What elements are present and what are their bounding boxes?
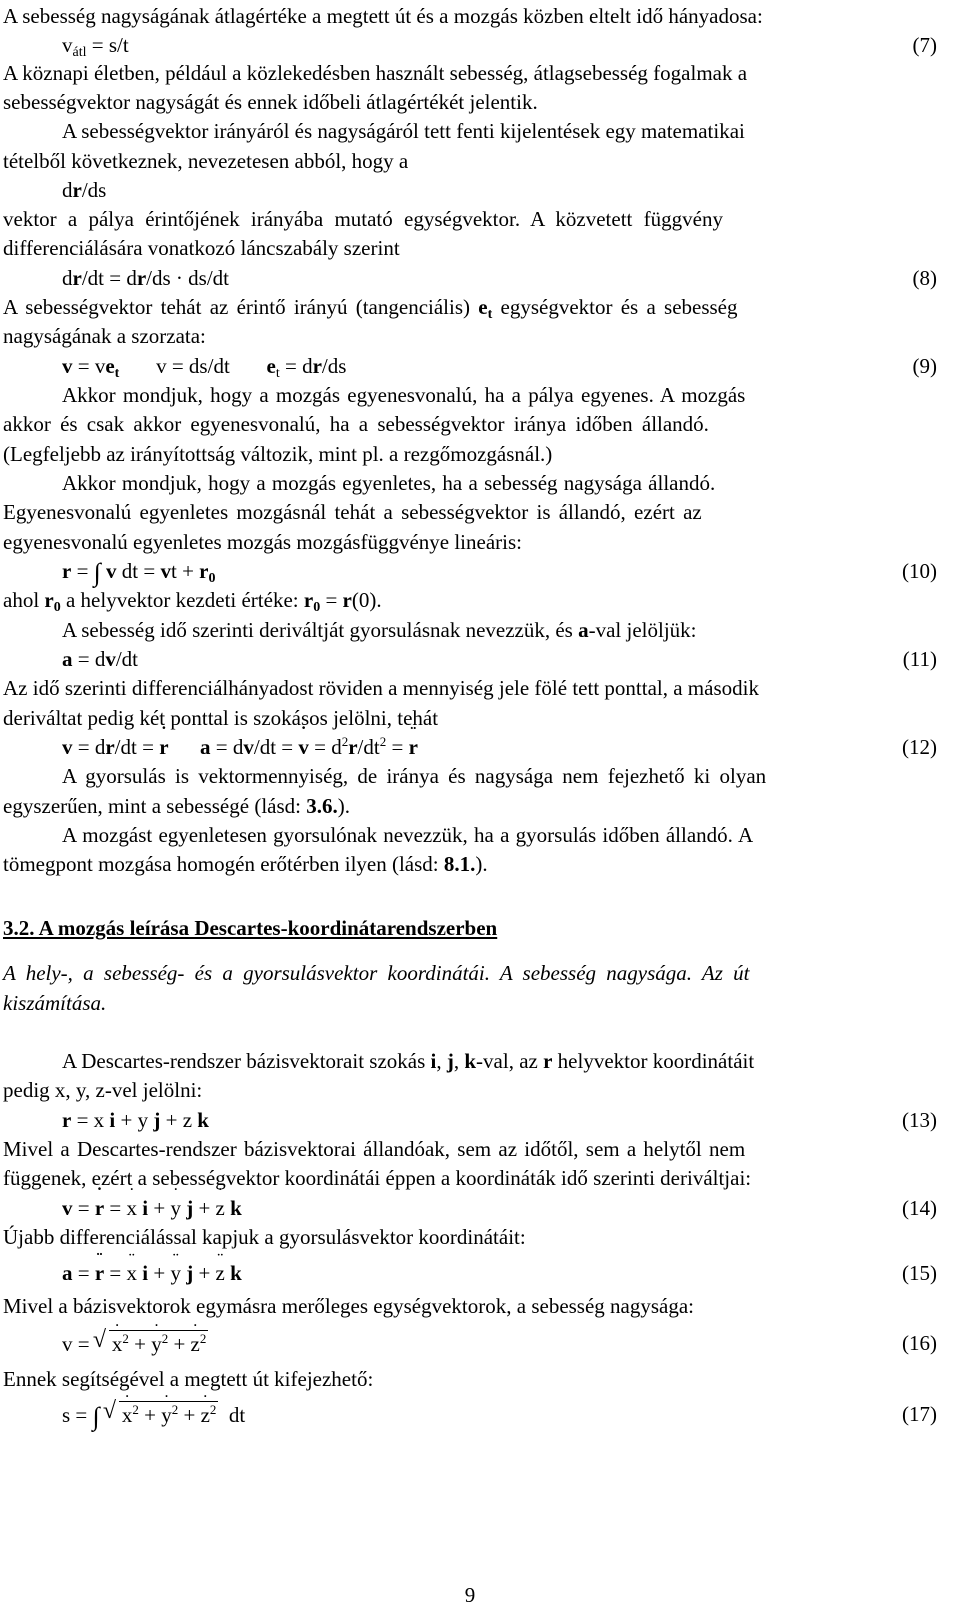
- paragraph-line: ahol $r_0$ a helyvektor kezdeti értéke: $r_0 = r(0)$.: [3, 588, 382, 615]
- paragraph-line: (Legfeljebb az irányítottság változik, mint pl. a rezgőmozgásnál.): [3, 442, 553, 466]
- equation-17: s = ∫ √ x ˙$^2$ + y ˙$^2$ + z ˙$^2$ dt: [62, 1401, 245, 1427]
- paragraph-line: A sebességvektor tehát az érintő irányú (tangenciális) $e_t$ egységvektor és a sebesség: [3, 295, 738, 322]
- equation-number: (8): [912, 266, 937, 290]
- equation-number: (16): [902, 1331, 937, 1355]
- paragraph-line: sebességvektor nagyságát és ennek időbeli átlagértékét jelentik.: [3, 90, 538, 114]
- paragraph-line: Az idő szerinti differenciálhányadost röviden a mennyiség jele fölé tett ponttal, a második: [3, 676, 759, 700]
- equation-number: (12): [902, 735, 937, 759]
- paragraph-line: A sebesség nagyságának átlagértéke a megtett út és a mozgás közben eltelt idő hányadosa:: [3, 4, 763, 28]
- paragraph-line: Akkor mondjuk, hogy a mozgás egyenesvonalú, ha a pálya egyenes. A mozgás: [62, 383, 746, 407]
- paragraph-line: A Descartes-rendszer bázisvektorait szokás i, j, k-val, az r helyvektor koordinátáit: [62, 1049, 755, 1073]
- paragraph-line: Újabb differenciálással kapjuk a gyorsulásvektor koordinátáit:: [3, 1225, 526, 1249]
- equation-7: $v_{átl} = s/t$: [62, 33, 129, 60]
- equation-number: (13): [902, 1108, 937, 1132]
- paragraph-line: A köznapi életben, például a közlekedésben használt sebesség, átlagsebesség fogalmak a: [3, 61, 748, 85]
- equation-number: (10): [902, 559, 937, 583]
- paragraph-line: nagyságának a szorzata:: [3, 324, 206, 348]
- paragraph-line: differenciálására vonatkozó láncszabály szerint: [3, 236, 400, 260]
- paragraph-line: egyenesvonalú egyenletes mozgás mozgásfüggvénye lineáris:: [3, 530, 522, 554]
- paragraph-line: tömegpont mozgása homogén erőtérben ilyen (lásd: 8.1.).: [3, 852, 488, 876]
- paragraph-line: Mivel a bázisvektorok egymásra merőleges egységvektorok, a sebesség nagysága:: [3, 1294, 695, 1318]
- equation-number: (7): [912, 33, 937, 57]
- paragraph-line: Mivel a Descartes-rendszer bázisvektorai állandóak, sem az időtől, sem a helytől nem: [3, 1137, 746, 1161]
- paragraph-line: tételből következnek, nevezetesen abból, hogy a: [3, 149, 409, 173]
- equation-13: r = x i + y j + z k: [62, 1108, 209, 1132]
- equation-9: $v = ve_t$ v = ds/dt $e_t = dr/ds$: [62, 354, 347, 381]
- paragraph-line: pedig x, y, z-vel jelölni:: [3, 1078, 203, 1102]
- paragraph-line: Akkor mondjuk, hogy a mozgás egyenletes, ha a sebesség nagysága állandó.: [62, 471, 716, 495]
- equation-11: a = dv/dt: [62, 647, 139, 671]
- equation-number: (14): [902, 1196, 937, 1220]
- equation-number: (9): [912, 354, 937, 378]
- paragraph-line: Egyenesvonalú egyenletes mozgásnál tehát a sebességvektor is állandó, ezért az: [3, 500, 702, 524]
- equation-number: (15): [902, 1261, 937, 1285]
- paragraph-line: A sebességvektor irányáról és nagyságáról tett fenti kijelentések egy matematikai: [62, 119, 745, 143]
- paragraph-line: deriváltat pedig két ponttal is szokásos jelölni, tehát: [3, 706, 439, 730]
- equation-number: (17): [902, 1402, 937, 1426]
- paragraph-line: Ennek segítségével a megtett út kifejezhető:: [3, 1367, 374, 1391]
- paragraph-line: függenek, ezért a sebességvektor koordinátái éppen a koordináták idő szerinti deriváltjai:: [3, 1166, 752, 1190]
- equation-10: r = ∫ v dt = vt + $r_0$: [62, 558, 216, 587]
- section-heading: 3.2. A mozgás leírása Descartes-koordinátarendszerben: [3, 916, 498, 940]
- paragraph-line: vektor a pálya érintőjének irányába mutató egységvektor. A közvetett függvény: [3, 207, 723, 231]
- equation-16: v = √ x ˙$^2$ + y ˙$^2$ + z ˙$^2$: [62, 1330, 208, 1356]
- equation-8: dr/dt = dr/ds · ds/dt: [62, 266, 230, 290]
- equation-number: (11): [902, 647, 937, 671]
- formula-dr-ds: dr/ds: [62, 178, 107, 202]
- paragraph-line: A mozgást egyenletesen gyorsulónak nevezzük, ha a gyorsulás időben állandó. A: [62, 823, 754, 847]
- paragraph-line: A sebesség idő szerinti deriváltját gyorsulásnak nevezzük, és a-val jelöljük:: [62, 618, 697, 642]
- equation-14: v = r ˙ = x ˙ i + y ˙ j + z ˙ k: [62, 1195, 242, 1221]
- paragraph-line: A gyorsulás is vektormennyiség, de iránya és nagysága nem fejezhető ki olyan: [62, 764, 767, 788]
- paragraph-line: egyszerűen, mint a sebességé (lásd: 3.6.).: [3, 794, 350, 818]
- paragraph-line: akkor és csak akkor egyenesvonalú, ha a sebességvektor iránya időben állandó.: [3, 412, 709, 436]
- section-subtitle: kiszámítása.: [3, 991, 107, 1015]
- equation-12: v = dr/dt = r ˙ a = dv/dt = v ˙ = $d^2r/dt^2 = r$ ¨: [62, 734, 418, 760]
- equation-15: a = r ¨ = x ¨ i + y ¨ j + z ¨ k: [62, 1260, 242, 1286]
- section-subtitle: A hely-, a sebesség- és a gyorsulásvektor koordinátái. A sebesség nagysága. Az út: [3, 961, 750, 985]
- page-number: 9: [464, 1583, 476, 1607]
